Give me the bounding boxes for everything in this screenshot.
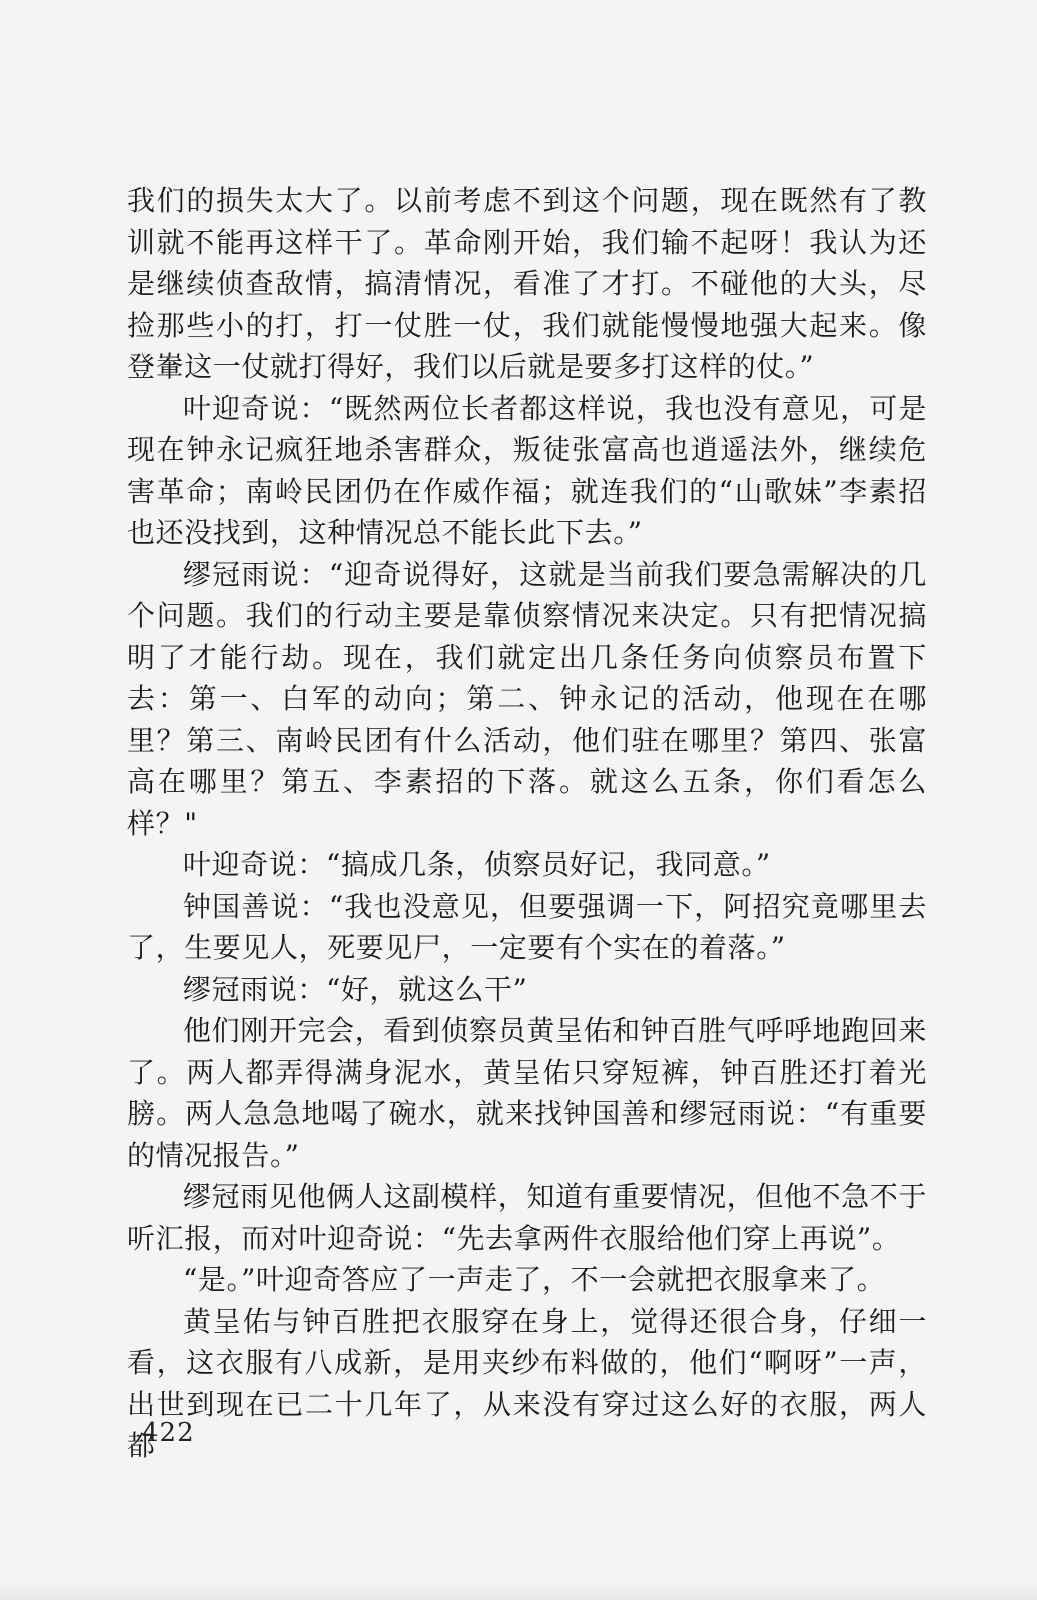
paragraph-1: 我们的损失太大了。以前考虑不到这个问题，现在既然有了教训就不能再这样干了。革命刚开始，我们输不起呀！我认为还是继续侦查敌情，搞清情况，看准了才打。不碰他的大头，尽捡那些小的打，打一仗胜一仗，我们就能慢慢地强大起来。像登輋这一仗就打得好，我们以后就是要多打这样的仗。” — [127, 184, 927, 383]
paragraph-9: “是。”叶迎奇答应了一声走了，不一会就把衣服拿来了。 — [183, 1263, 886, 1296]
scan-edge-shadow — [0, 1582, 1037, 1600]
page-number: 422 — [142, 1418, 195, 1448]
body-text — [127, 180, 927, 1467]
paragraph-5: 钟国善说：“我也没意见，但要强调一下，阿招究竟哪里去了，生要见人，死要见尸，一定要有个实在的着落。” — [127, 889, 927, 964]
paragraph-6: 缪冠雨说：“好，就这么干” — [183, 972, 528, 1006]
paragraph-2: 叶迎奇说：“既然两位长者都这样说，我也没有意见，可是现在钟永记疯狂地杀害群众，叛徒张富高也逍遥法外，继续危害革命；南岭民团仍在作威作福；就连我们的“山歌妹”李素招也还没找到，这种情况总不能长此下去。” — [127, 391, 927, 549]
paragraph-7: 他们刚开完会，看到侦察员黄呈佑和钟百胜气呼呼地跑回来了。两人都弄得满身泥水，黄呈佑只穿短裤，钟百胜还打着光膀。两人急急地喝了碗水，就来找钟国善和缪冠雨说：“有重要的情况报告。” — [127, 1014, 927, 1172]
paragraph-3: 缪冠雨说：“迎奇说得好，这就是当前我们要急需解决的几个问题。我们的行动主要是靠侦察情况来决定。只有把情况搞明了才能行劫。现在，我们就定出几条任务向侦察员布置下去：第一、白军的动向；第二、钟永记的活动，他现在在哪里？第三、南岭民团有什么活动，他们驻在哪里？第四、张富高在哪里？第五、李素招的下落。就这么五条，你们看怎么样？" — [127, 557, 927, 840]
paragraph-8: 缪冠雨见他俩人这副模样，知道有重要情况，但他不急不于听汇报，而对叶迎奇说：“先去拿两件衣服给他们穿上再说”。 — [127, 1180, 927, 1255]
paragraph-10: 黄呈佑与钟百胜把衣服穿在身上，觉得还很合身，仔细一看，这衣服有八成新，是用夹纱布料做的，他们“啊呀”一声，出世到现在已二十几年了，从来没有穿过这么好的衣服，两人都 — [127, 1304, 927, 1462]
paragraph-4: 叶迎奇说：“搞成几条，侦察员好记，我同意。” — [183, 848, 771, 881]
